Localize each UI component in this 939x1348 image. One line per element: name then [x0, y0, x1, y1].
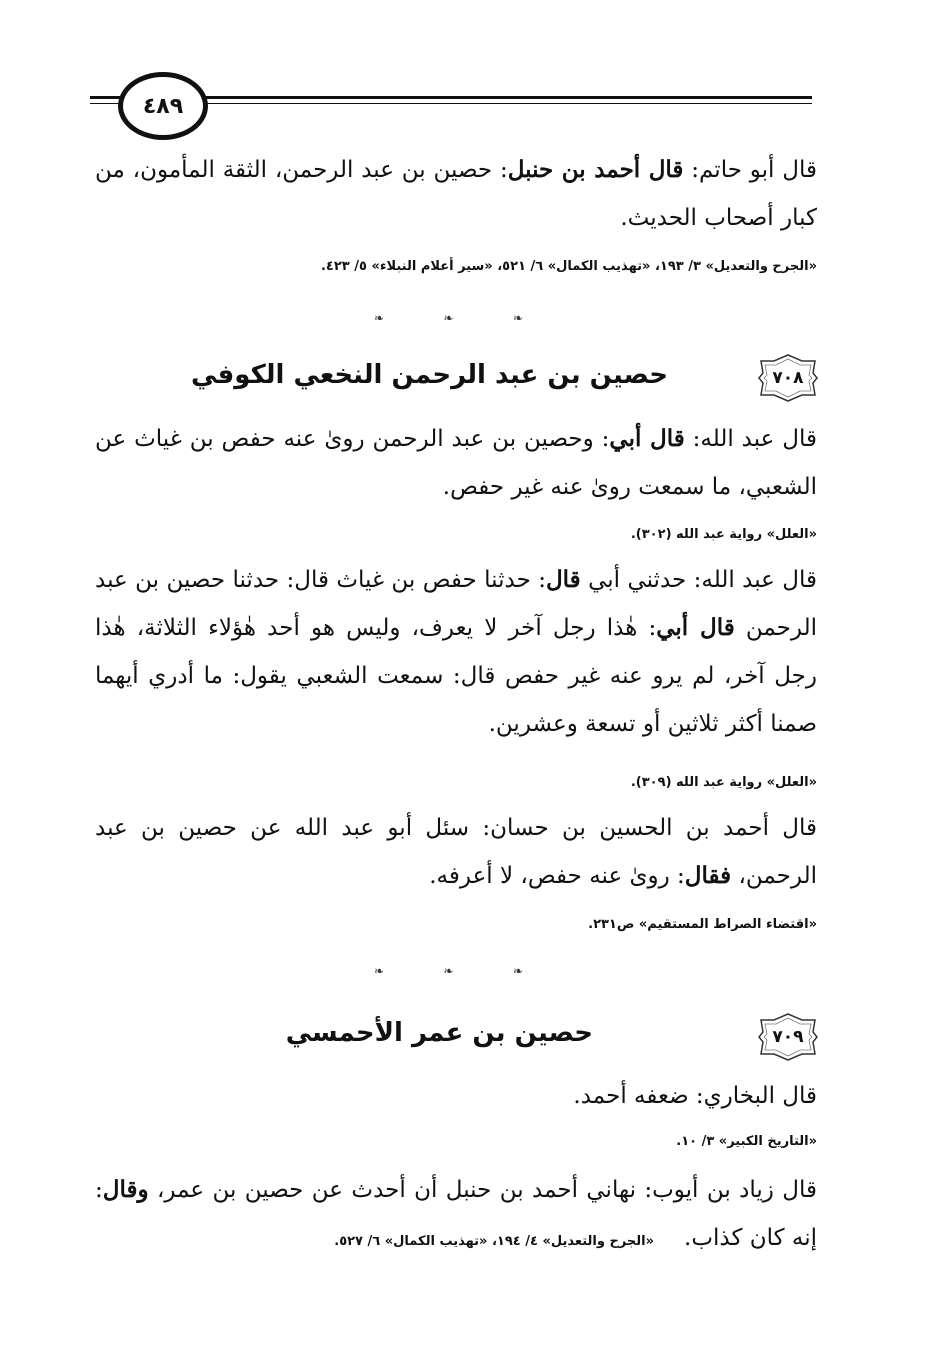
entry-709-paragraph-2: [95, 1166, 817, 1266]
intro-text-post: : حصين بن عبد الرحمن، الثقة المأمون، من كبار أصحاب الحديث.: [95, 157, 817, 231]
text-span: قال زياد بن أيوب: نهاني أحمد بن حنبل أن أحدث عن حصين بن عمر،: [148, 1177, 817, 1203]
page-number: ٤٨٩: [118, 72, 208, 140]
ornament-glyph: ❧: [443, 964, 455, 978]
entry-708-reference-3: «اقتضاء الصراط المستقيم» ص٢٣١.: [588, 917, 817, 932]
ornament-glyph: ❧: [512, 964, 524, 978]
entry-708-paragraph-1: [95, 415, 817, 511]
entry-number-badge: [757, 353, 819, 403]
entry-708-reference-1: «العلل» رواية عبد الله (٣٠٢).: [630, 527, 817, 542]
header-rule-right-thin: [190, 103, 812, 104]
intro-reference: «الجرح والتعديل» ٣/ ١٩٣، «تهذيب الكمال» ٦/ ٥٢١، «سير أعلام النبلاء» ٥/ ٤٢٣.: [320, 259, 817, 274]
intro-text-bold: قال أحمد بن حنبل: [507, 156, 684, 183]
text-span: : هٰذا رجل آخر لا يعرف، وليس هو أحد هٰؤلاء الثلاثة، هٰذا رجل آخر، لم يرو عنه غير حفص قال: سمعت الشعبي يقول: ما أدري أيهما صمنا أكثر ثلاثين أو تسعة وعشرين.: [95, 615, 817, 737]
entry-709-reference-2: «الجرح والتعديل» ٤/ ١٩٤، «تهذيب الكمال» ٦/ ٥٢٧.: [334, 1234, 655, 1249]
text-span: قال البخاري: ضعفه أحمد.: [573, 1083, 817, 1109]
entry-title: حصين بن عبد الرحمن النخعي الكوفي: [190, 360, 668, 390]
intro-text-pre: قال أبو حاتم:: [683, 157, 817, 183]
text-span: : إنه كان كذاب.: [95, 1177, 817, 1251]
entry-title: حصين بن عمر الأحمسي: [285, 1018, 593, 1048]
bold-span: قال أبي: [609, 425, 685, 452]
section-ornament: [374, 312, 524, 324]
text-span: قال عبد الله: حدثني أبي: [580, 567, 817, 593]
entry-number-badge: [757, 1012, 819, 1062]
text-span: : وحصين بن عبد الرحمن روىٰ عنه حفص بن غياث عن الشعبي، ما سمعت روىٰ عنه غير حفص.: [95, 426, 817, 500]
section-ornament: [374, 965, 524, 977]
text-span: قال عبد الله:: [684, 426, 817, 452]
entry-709-paragraph-1: [95, 1072, 817, 1120]
bold-span: فقال: [684, 862, 732, 889]
entry-number: ٧٠٩: [772, 1027, 804, 1047]
text-span: : روىٰ عنه حفص، لا أعرفه.: [429, 863, 685, 889]
bold-span: قال: [545, 566, 581, 593]
bold-span: وقال: [102, 1176, 149, 1203]
entry-number: ٧٠٨: [772, 368, 804, 388]
header-rule-right: [190, 96, 812, 99]
intro-paragraph: [95, 146, 817, 242]
entry-708-reference-2: «العلل» رواية عبد الله (٣٠٩).: [630, 775, 817, 790]
entry-709-reference-1: «التاريخ الكبير» ٣/ ١٠.: [676, 1134, 817, 1149]
bold-span: قال أبي: [656, 614, 735, 641]
entry-708-paragraph-2: [95, 556, 817, 748]
entry-708-paragraph-3: [95, 804, 817, 900]
ornament-glyph: ❧: [512, 311, 524, 325]
ornament-glyph: ❧: [374, 964, 386, 978]
ornament-glyph: ❧: [374, 311, 386, 325]
ornament-glyph: ❧: [443, 311, 455, 325]
text-span: : حدثنا حفص بن غياث قال: حدثنا حصين بن عبد الرحمن: [95, 567, 817, 641]
text-span: قال أحمد بن الحسين بن حسان: سئل أبو عبد الله عن حصين بن عبد الرحمن،: [95, 815, 817, 889]
